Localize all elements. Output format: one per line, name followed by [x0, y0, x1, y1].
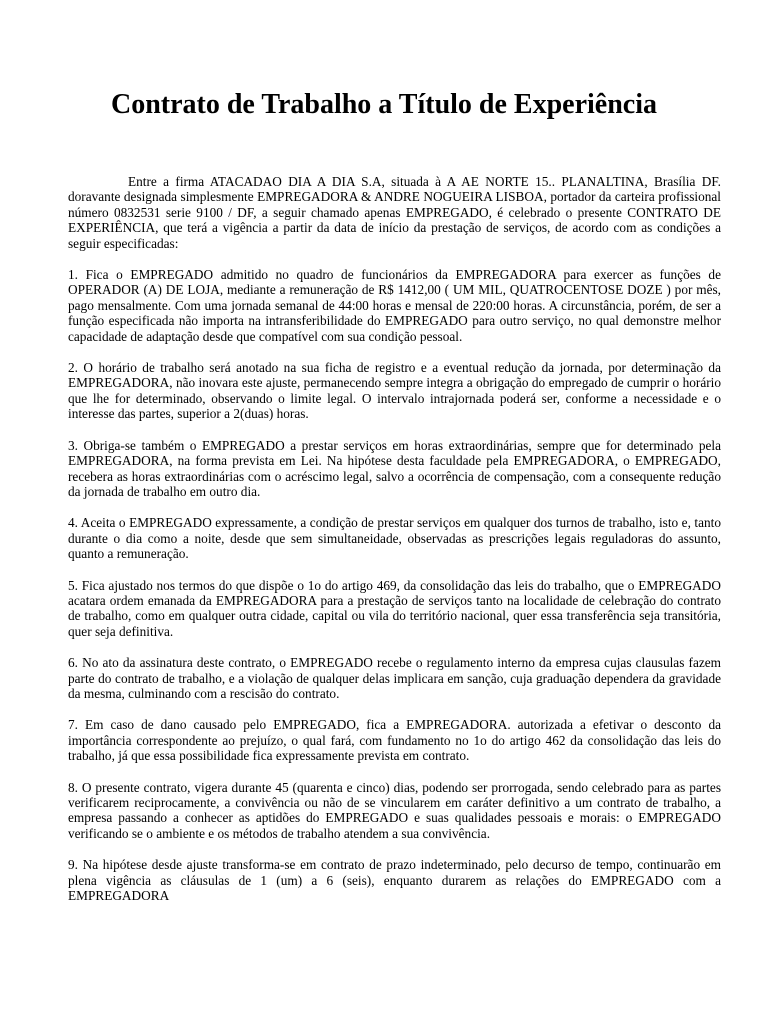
- document-body: [68, 174, 721, 919]
- clause-8: 8. O presente contrato, vigera durante 45 (quarenta e cinco) dias, podendo ser prorrogada, sendo celebrado para as partes verificarem reciprocamente, a convivência ou não de se vincularem em caráter definitivo a um contrato de trabalho, a empresa passando a conhecer as aptidões do EMPREGADO e suas qualidades pessoais e morais: o EMPREGADO verificando se o ambiente e os métodos de trabalho atendem a sua convivência.: [68, 779, 721, 841]
- clause-9: 9. Na hipótese desde ajuste transforma-se em contrato de prazo indeterminado, pelo decurso de tempo, continuarão em plena vigência as cláusulas de 1 (um) a 6 (seis), enquanto durarem as relações do EMPREGADO com a EMPREGADORA: [68, 857, 721, 904]
- clause-3: 3. Obriga-se também o EMPREGADO a prestar serviços em horas extraordinárias, sempre que for determinado pela EMPREGADORA, na forma prevista em Lei. Na hipótese desta faculdade pela EMPREGADORA, o EMPREGADO, recebera as horas extraordinárias com o acréscimo legal, salvo a ocorrência de compensação, com a consequente redução da jornada de trabalho em outro dia.: [68, 437, 721, 499]
- clause-5: 5. Fica ajustado nos termos do que dispõe o 1o do artigo 469, da consolidação das leis do trabalho, que o EMPREGADO acatara ordem emanada da EMPREGADORA para a prestação de serviços tanto na localidade de celebração do contrato de trabalho, como em qualquer outra cidade, capital ou vila do território nacional, quer essa transferência seja transitória, quer seja definitiva.: [68, 577, 721, 639]
- clause-2: 2. O horário de trabalho será anotado na sua ficha de registro e a eventual redução da jornada, por determinação da EMPREGADORA, não inovara este ajuste, permanecendo sempre integra a obrigação do empregado de cumprir o horário que lhe for determinado, observando o limite legal. O intervalo intrajornada poderá ser, conforme a necessidade e o interesse das partes, superior a 2(duas) horas.: [68, 360, 721, 422]
- clause-7: 7. Em caso de dano causado pelo EMPREGADO, fica a EMPREGADORA. autorizada a efetivar o desconto da importância correspondente ao prejuízo, o qual fará, com fundamento no 1o do artigo 462 da consolidação das leis do trabalho, já que essa possibilidade fica expressamente prevista em contrato.: [68, 717, 721, 764]
- clause-4: 4. Aceita o EMPREGADO expressamente, a condição de prestar serviços em qualquer dos turnos de trabalho, isto e, tanto durante o dia como a noite, desde que sem simultaneidade, observadas as prescrições legais reguladoras do assunto, quanto a remuneração.: [68, 515, 721, 562]
- intro-paragraph: Entre a firma ATACADAO DIA A DIA S.A, situada à A AE NORTE 15.. PLANALTINA, Brasília DF. doravante designada simplesmente EMPREGADORA & ANDRE NOGUEIRA LISBOA, portador da carteira profissional número 0832531 serie 9100 / DF, a seguir chamado apenas EMPREGADO, é celebrado o presente CONTRATO DE EXPERIÊNCIA, que terá a vigência a partir da data de início da prestação de serviços, de acordo com as condições a seguir especificadas:: [68, 174, 721, 251]
- document-title: Contrato de Trabalho a Título de Experiência: [110, 89, 658, 120]
- clause-1: 1. Fica o EMPREGADO admitido no quadro de funcionários da EMPREGADORA para exercer as funções de OPERADOR (A) DE LOJA, mediante a remuneração de R$ 1412,00 ( UM MIL, QUATROCENTOSE DOZE ) por mês, pago mensalmente. Com uma jornada semanal de 44:00 horas e mensal de 220:00 horas. A circunstância, porém, de ser a função especificada não importa na intransferibilidade do EMPREGADO para outro serviço, no qual demonstre melhor capacidade de adaptação desde que compatível com sua condição pessoal.: [68, 267, 721, 344]
- clause-6: 6. No ato da assinatura deste contrato, o EMPREGADO recebe o regulamento interno da empresa cujas clausulas fazem parte do contrato de trabalho, e a violação de qualquer delas implicara em sanção, cuja graduação dependera da gravidade da mesma, culminando com a rescisão do contrato.: [68, 655, 721, 701]
